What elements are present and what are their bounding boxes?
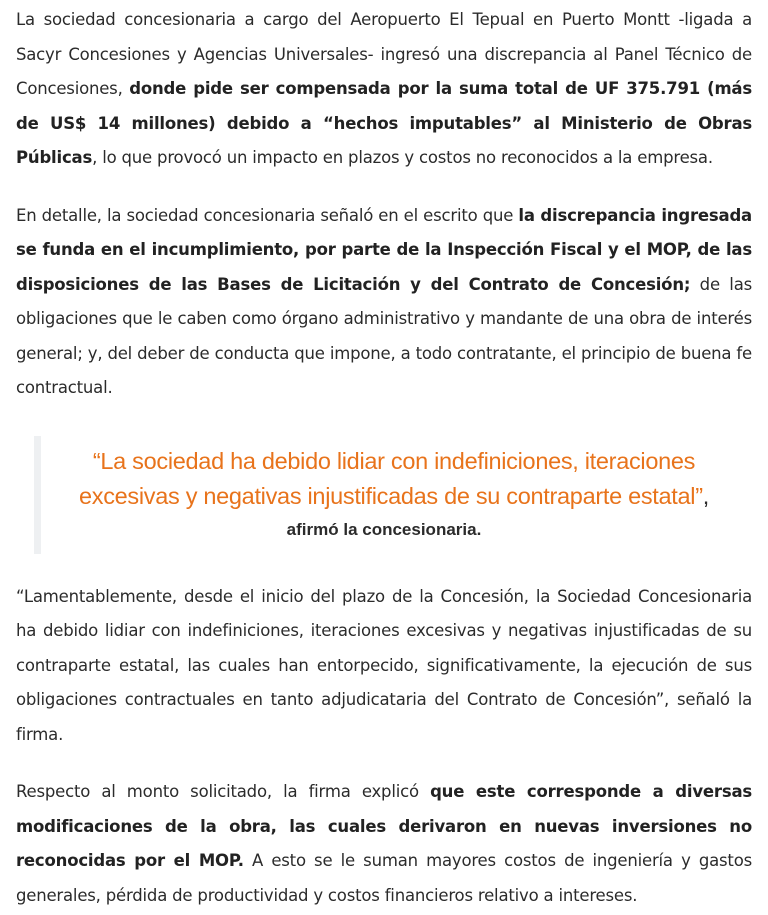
detail-text-1: En detalle, la sociedad concesionaria señaló en el escrito que	[16, 205, 519, 225]
quote-bar	[34, 436, 41, 554]
quote-text	[16, 444, 752, 514]
amount-bold-explanation: que este corresponde a diversas modificaciones de la obra, las cuales derivaron en nuevas inversiones no reconocidas por el MOP.	[16, 782, 753, 870]
paragraph-detail	[16, 199, 752, 406]
paragraph-statement: “Lamentablemente, desde el inicio del plazo de la Concesión, la Sociedad Concesionaria ha debido lidiar con indefiniciones, iteraciones excesivas y negativas injustificadas de su contraparte estatal, las cuales han entorpecido, significativamente, la ejecución de sus obligaciones contractuales en tanto adjudicataria del Contrato de Concesión”, señaló la firma.	[16, 586, 752, 744]
quote-attribution: afirmó la concesionaria.	[286, 519, 482, 539]
intro-bold-claim: donde pide ser compensada por la suma total de UF 375.791 (más de US$ 14 millones) debido a “hechos imputables” al Ministerio de Obras Públicas	[16, 79, 752, 167]
paragraph-intro	[16, 0, 752, 176]
detail-bold-basis: la discrepancia ingresada se funda en el incumplimiento, por parte de la Inspección Fiscal y el MOP, de las disposiciones de las Bases de Licitación y del Contrato de Concesión;	[16, 205, 752, 294]
intro-text-1: La sociedad concesionaria a cargo del Aeropuerto El Tepual en Puerto Montt -ligada a Sacyr Concesiones y Agencias Universales- ingresó una discrepancia al Panel Técnico de Concesiones,	[16, 10, 752, 98]
quote-comma: ,	[702, 482, 709, 509]
amount-text-1: Respecto al monto solicitado, la firma explicó	[16, 782, 431, 801]
pull-quote	[16, 436, 752, 554]
quote-body: “La sociedad ha debido lidiar con indefiniciones, iteraciones excesivas y negativas injustificadas de su contraparte estatal”	[78, 447, 703, 509]
detail-text-2: de las obligaciones que le caben como órgano administrativo y mandante de una obra de interés general; y, del deber de conducta que impone, a todo contratante, el principio de buena fe contractual.	[16, 274, 753, 397]
intro-text-2: , lo que provocó un impacto en plazos y costos no reconocidos a la empresa.	[92, 148, 713, 167]
paragraph-amount	[16, 775, 752, 913]
amount-text-2: A esto se le suman mayores costos de ingeniería y gastos generales, pérdida de productividad y costos financieros relativo a intereses.	[16, 851, 752, 905]
